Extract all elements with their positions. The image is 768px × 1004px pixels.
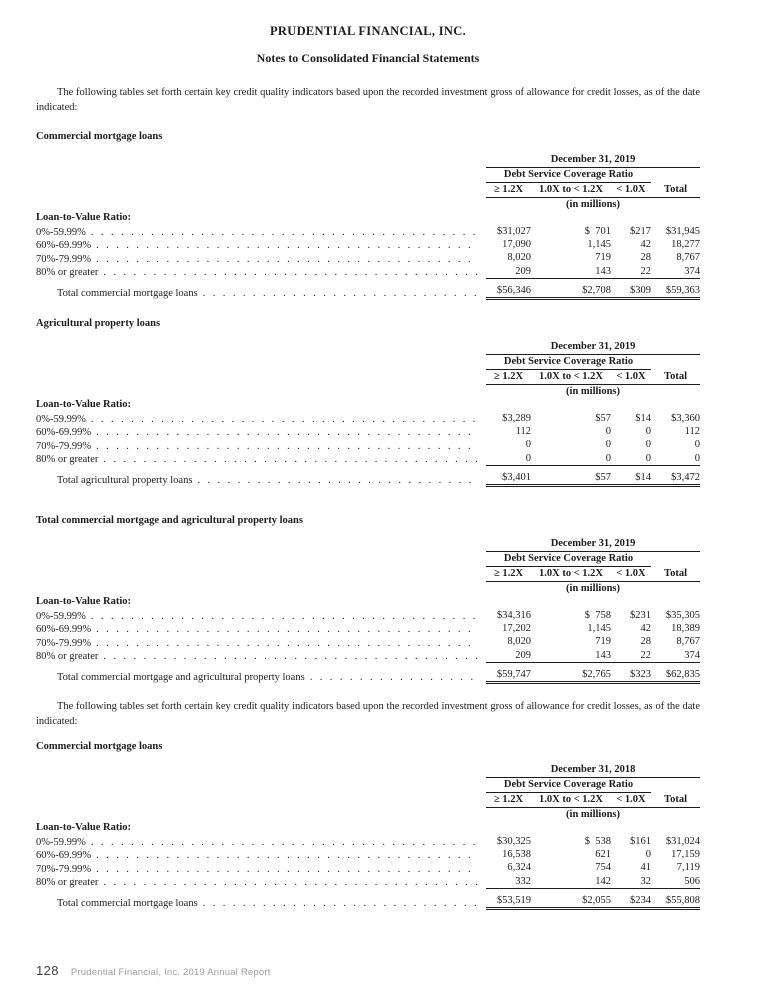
total-value: $2,765 [531, 662, 611, 682]
cell-value: $231 [630, 610, 651, 622]
row-label: 80% or greater [36, 454, 99, 466]
column-header: < 1.0X [611, 793, 651, 808]
dot-leader [310, 672, 478, 683]
loan-to-value-label: Loan-to-Value Ratio: [36, 596, 131, 608]
cell-value: 0 [611, 452, 651, 466]
column-header: 1.0X to < 1.2X [531, 567, 611, 582]
cell-value: 754 [595, 862, 611, 874]
cell-value: $34,316 [496, 610, 531, 622]
dot-leader [96, 427, 478, 438]
table-row [36, 848, 700, 861]
table-row [36, 425, 700, 438]
total-row [36, 465, 700, 485]
cell-value: 42 [640, 239, 651, 251]
column-header-row [36, 183, 700, 198]
report-name: Prudential Financial, Inc. 2019 Annual Report [70, 967, 271, 978]
cell-value: 0 [605, 426, 611, 438]
cell-value: $ 538 [584, 836, 611, 848]
column-header: ≥ 1.2X [486, 183, 531, 198]
row-label: 0%-59.99% [36, 837, 86, 849]
dot-leader [197, 475, 478, 486]
units-row [36, 198, 700, 212]
table-row [36, 452, 700, 466]
cell-value: $57 [595, 413, 611, 425]
total-label: Total commercial mortgage and agricultural property loans [57, 671, 305, 683]
cell-value: 112 [684, 426, 701, 438]
dot-leader [96, 624, 478, 635]
table-row [36, 251, 700, 264]
table-row [36, 635, 700, 648]
cell-value: 1,145 [587, 623, 611, 635]
total-label: Total commercial mortgage loans [57, 897, 198, 909]
cell-value: 719 [595, 252, 611, 264]
column-header: ≥ 1.2X [486, 370, 531, 385]
table-row [36, 438, 700, 451]
row-group-label-row [36, 821, 700, 835]
row-label: 60%-69.99% [36, 240, 92, 252]
cell-value: $14 [635, 413, 651, 425]
dot-leader [91, 611, 478, 622]
cell-value: 374 [651, 265, 700, 279]
dot-leader [96, 254, 478, 265]
units-row [36, 385, 700, 399]
cell-value: 719 [595, 636, 611, 648]
cell-value: 1,145 [587, 239, 611, 251]
total-row [36, 278, 700, 298]
cell-value: 0 [605, 439, 611, 451]
row-label: 70%-79.99% [36, 637, 92, 649]
total-value: $234 [611, 888, 651, 908]
cell-value: 6,324 [507, 862, 531, 874]
dot-leader [103, 651, 478, 662]
cell-value: 209 [486, 265, 531, 279]
group-header-row [36, 355, 700, 370]
cell-value: $30,325 [496, 836, 531, 848]
date-header: December 31, 2019 [486, 537, 700, 552]
group-header: Debt Service Coverage Ratio [486, 355, 651, 370]
table-row [36, 265, 700, 279]
cell-value: 18,389 [671, 623, 701, 635]
row-label: 0%-59.99% [36, 227, 86, 239]
column-header-row [36, 370, 700, 385]
total-value: $14 [611, 465, 651, 485]
cell-value: 18,277 [671, 239, 701, 251]
cell-value: 112 [515, 426, 531, 438]
total-value: $59,363 [651, 278, 700, 298]
cell-value: $31,945 [665, 226, 701, 237]
dot-leader [91, 837, 478, 848]
group-header-row [36, 552, 700, 567]
row-label: 80% or greater [36, 877, 99, 889]
row-label: 60%-69.99% [36, 427, 92, 439]
units-label: (in millions) [566, 583, 620, 595]
cell-value: 28 [640, 252, 651, 264]
cell-value: 0 [531, 452, 611, 466]
total-label: Total agricultural property loans [57, 474, 193, 486]
date-header-row [36, 153, 700, 168]
column-header-row [36, 567, 700, 582]
units-label: (in millions) [566, 386, 620, 398]
column-header: ≥ 1.2X [486, 567, 531, 582]
table-agricultural-property-loans-2019 [36, 340, 700, 487]
section-title-commercial-2019: Commercial mortgage loans [36, 131, 163, 142]
column-header: Total [651, 183, 700, 198]
cell-value: 8,020 [507, 252, 531, 264]
row-label: 60%-69.99% [36, 624, 92, 636]
cell-value: $31,027 [496, 226, 531, 237]
cell-value: 41 [640, 862, 651, 874]
date-header-row [36, 763, 700, 778]
group-header-row [36, 168, 700, 183]
cell-value: 506 [651, 875, 700, 889]
dot-leader [96, 240, 478, 251]
row-group-label-row [36, 595, 700, 609]
cell-value: $31,024 [665, 836, 701, 848]
date-header: December 31, 2019 [486, 153, 700, 168]
page-subtitle: Notes to Consolidated Financial Statements [256, 51, 480, 65]
table-row [36, 609, 700, 622]
cell-value: 0 [645, 849, 651, 861]
row-group-label-row [36, 398, 700, 412]
cell-value: 32 [611, 875, 651, 889]
row-label: 0%-59.99% [36, 611, 86, 623]
column-header: < 1.0X [611, 183, 651, 198]
group-header-row [36, 778, 700, 793]
column-header: < 1.0X [611, 567, 651, 582]
table-row [36, 238, 700, 251]
total-row [36, 662, 700, 682]
total-value: $3,401 [486, 465, 531, 485]
total-value: $323 [611, 662, 651, 682]
column-header: 1.0X to < 1.2X [531, 370, 611, 385]
cell-value: 16,538 [502, 849, 531, 861]
cell-value: $ 758 [584, 610, 611, 622]
column-header: Total [651, 567, 700, 582]
group-header: Debt Service Coverage Ratio [486, 168, 651, 183]
page-title: PRUDENTIAL FINANCIAL, INC. [269, 24, 466, 38]
cell-value: 22 [611, 265, 651, 279]
cell-value: 0 [645, 426, 651, 438]
date-header: December 31, 2019 [486, 340, 700, 355]
cell-value: 209 [486, 649, 531, 663]
column-header: Total [651, 793, 700, 808]
cell-value: 8,767 [676, 636, 701, 648]
cell-value: $ 701 [584, 226, 611, 237]
row-label: 80% or greater [36, 651, 99, 663]
page-number: 128 [36, 963, 59, 978]
cell-value: 374 [651, 649, 700, 663]
cell-value: 0 [694, 439, 701, 451]
dot-leader [203, 288, 478, 299]
column-header: < 1.0X [611, 370, 651, 385]
loan-to-value-label: Loan-to-Value Ratio: [36, 822, 131, 834]
cell-value: 0 [651, 452, 700, 466]
total-value: $59,747 [486, 662, 531, 682]
cell-value: 0 [486, 452, 531, 466]
dot-leader [103, 454, 478, 465]
column-header: Total [651, 370, 700, 385]
date-header-row [36, 340, 700, 355]
cell-value: 332 [486, 875, 531, 889]
cell-value: 42 [640, 623, 651, 635]
table-commercial-mortgage-loans-2019 [36, 153, 700, 300]
group-header: Debt Service Coverage Ratio [486, 778, 651, 793]
loan-to-value-label: Loan-to-Value Ratio: [36, 212, 131, 223]
units-label: (in millions) [566, 199, 620, 210]
total-value: $3,472 [651, 465, 700, 485]
dot-leader [96, 850, 478, 861]
table-row [36, 875, 700, 889]
cell-value: 142 [531, 875, 611, 889]
total-value: $53,519 [486, 888, 531, 908]
dot-leader [103, 877, 478, 888]
cell-value: 22 [611, 649, 651, 663]
column-header-row [36, 793, 700, 808]
row-label: 60%-69.99% [36, 850, 92, 862]
total-value: $56,346 [486, 278, 531, 298]
page-footer [36, 963, 271, 978]
units-label: (in millions) [566, 809, 620, 821]
cell-value: 0 [645, 439, 651, 451]
total-value: $2,055 [531, 888, 611, 908]
intro-paragraph-2: The following tables set forth certain key credit quality indicators based upon the recorded investment gross of allowance for credit losses, as of the date indicated: [36, 701, 700, 727]
units-row [36, 808, 700, 822]
total-value: $62,835 [651, 662, 700, 682]
cell-value: 17,202 [502, 623, 531, 635]
table-row [36, 225, 700, 238]
column-header: 1.0X to < 1.2X [531, 183, 611, 198]
section-title-agricultural-2019: Agricultural property loans [36, 318, 161, 330]
table-commercial-mortgage-loans-2018 [36, 763, 700, 910]
date-header-row [36, 537, 700, 552]
cell-value: 143 [531, 265, 611, 279]
cell-value: 621 [595, 849, 611, 861]
cell-value: $3,360 [671, 413, 701, 425]
row-label: 80% or greater [36, 267, 99, 279]
column-header: ≥ 1.2X [486, 793, 531, 808]
intro-paragraph: The following tables set forth certain key credit quality indicators based upon the recorded investment gross of allowance for credit losses, as of the date indicated: [36, 87, 700, 113]
cell-value: $217 [630, 226, 651, 237]
table-row [36, 649, 700, 663]
dot-leader [203, 898, 478, 909]
table-row [36, 835, 700, 848]
cell-value: $3,289 [502, 413, 531, 425]
table-row [36, 622, 700, 635]
table-total-combined-loans-2019 [36, 537, 700, 684]
dot-leader [91, 414, 478, 425]
cell-value: 8,020 [507, 636, 531, 648]
date-header: December 31, 2018 [486, 763, 700, 778]
table-row [36, 412, 700, 425]
dot-leader [96, 638, 478, 649]
units-row [36, 582, 700, 596]
total-value: $57 [531, 465, 611, 485]
cell-value: 8,767 [676, 252, 701, 264]
cell-value: 7,119 [676, 862, 701, 874]
dot-leader [96, 864, 478, 875]
cell-value: 0 [525, 439, 531, 451]
section-title-total-combined-2019: Total commercial mortgage and agricultural property loans [36, 515, 303, 527]
total-value: $2,708 [531, 278, 611, 298]
column-header: 1.0X to < 1.2X [531, 793, 611, 808]
dot-leader [103, 267, 478, 278]
cell-value: 17,090 [502, 239, 531, 251]
row-label: 70%-79.99% [36, 253, 92, 265]
cell-value: 28 [640, 636, 651, 648]
cell-value: $161 [630, 836, 651, 848]
table-row [36, 861, 700, 874]
row-label: 70%-79.99% [36, 863, 92, 875]
row-group-label-row [36, 211, 700, 225]
dot-leader [91, 227, 478, 238]
total-value: $55,808 [651, 888, 700, 908]
total-value: $309 [611, 278, 651, 298]
cell-value: 17,159 [671, 849, 701, 861]
section-title-commercial-2018: Commercial mortgage loans [36, 741, 163, 753]
loan-to-value-label: Loan-to-Value Ratio: [36, 399, 131, 411]
row-label: 0%-59.99% [36, 414, 86, 426]
dot-leader [96, 441, 478, 452]
row-label: 70%-79.99% [36, 440, 92, 452]
group-header: Debt Service Coverage Ratio [486, 552, 651, 567]
total-row [36, 888, 700, 908]
cell-value: 143 [531, 649, 611, 663]
cell-value: $35,305 [665, 610, 701, 622]
total-label: Total commercial mortgage loans [57, 287, 198, 299]
